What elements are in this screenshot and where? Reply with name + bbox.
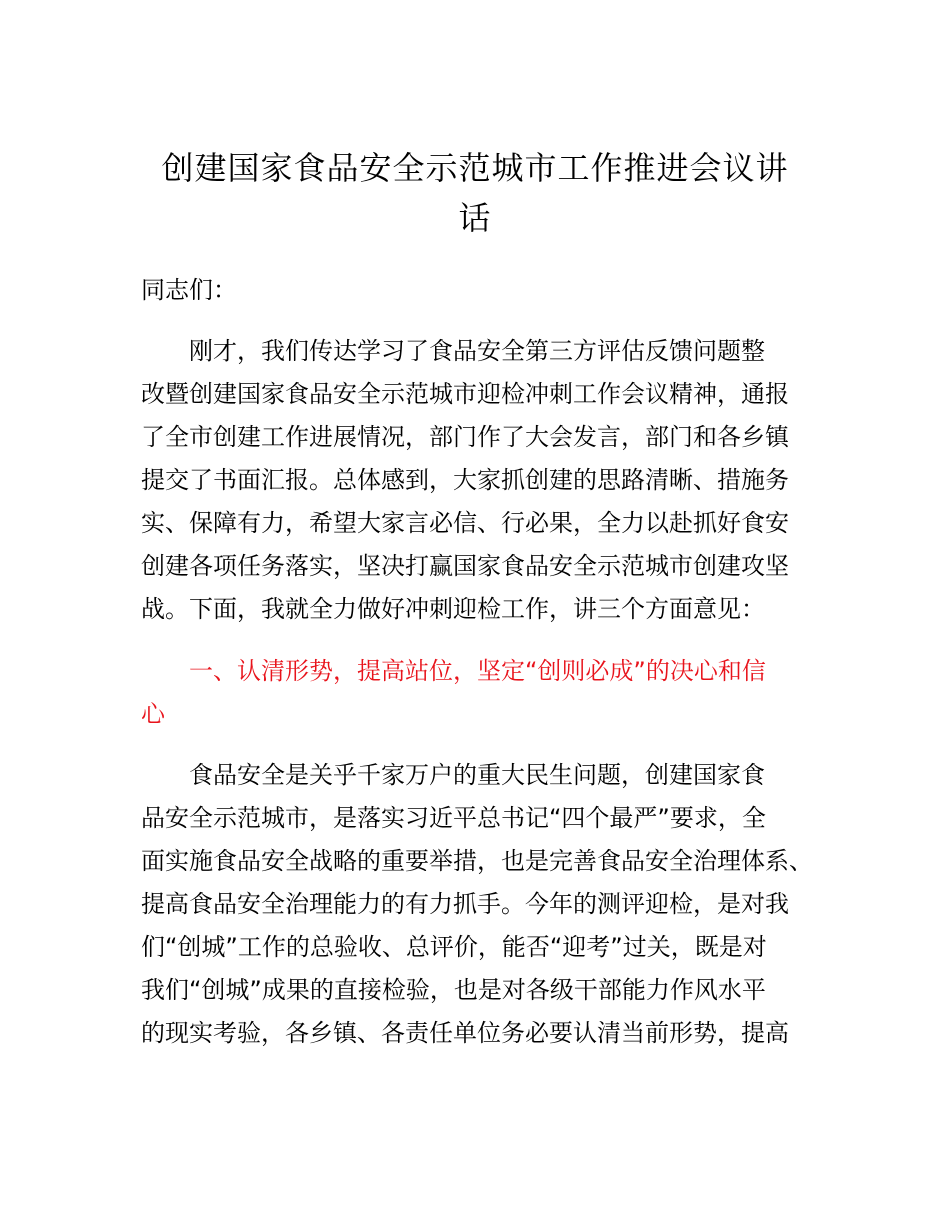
document-title <box>140 143 810 243</box>
paragraph-line: 品安全示范城市，是落实习近平总书记“四个最严”要求，全 <box>141 804 766 832</box>
paragraph-line: 们“创城”工作的总验收、总评价，能否“迎考”过关，既是对 <box>141 933 767 961</box>
paragraph-2 <box>141 754 831 1055</box>
heading-line: 一、认清形势，提高站位，坚定“创则必成”的决心和信 <box>189 657 766 685</box>
paragraph-line: 的现实考验，各乡镇、各责任单位务必要认清当前形势，提高 <box>141 1019 789 1047</box>
title-line: 创建国家食品安全示范城市工作推进会议讲 <box>161 149 789 187</box>
salutation-text: 同志们： <box>141 276 237 304</box>
salutation <box>141 269 831 312</box>
paragraph-line: 战。下面，我就全力做好冲刺迎检工作，讲三个方面意见： <box>141 595 765 623</box>
paragraph-line: 刚才，我们传达学习了食品安全第三方评估反馈问题整 <box>189 337 765 365</box>
paragraph-line: 实、保障有力，希望大家言必信、行必果，全力以赴抓好食安 <box>141 509 789 537</box>
paragraph-1 <box>141 330 831 631</box>
paragraph-line: 了全市创建工作进展情况，部门作了大会发言，部门和各乡镇 <box>141 423 789 451</box>
paragraph-line: 面实施食品安全战略的重要举措，也是完善食品安全治理体系、 <box>141 847 813 875</box>
paragraph-line: 食品安全是关乎千家万户的重大民生问题，创建国家食 <box>189 761 765 789</box>
paragraph-line: 改暨创建国家食品安全示范城市迎检冲刺工作会议精神，通报 <box>141 380 789 408</box>
section-heading-1 <box>141 650 831 736</box>
paragraph-line: 提高食品安全治理能力的有力抓手。今年的测评迎检，是对我 <box>141 890 789 918</box>
title-line: 话 <box>458 199 492 237</box>
heading-line: 心 <box>141 700 165 728</box>
paragraph-line: 创建各项任务落实，坚决打赢国家食品安全示范城市创建攻坚 <box>141 552 789 580</box>
paragraph-line: 我们“创城”成果的直接检验，也是对各级干部能力作风水平 <box>141 976 766 1004</box>
paragraph-line: 提交了书面汇报。总体感到，大家抓创建的思路清晰、措施务 <box>141 466 789 494</box>
